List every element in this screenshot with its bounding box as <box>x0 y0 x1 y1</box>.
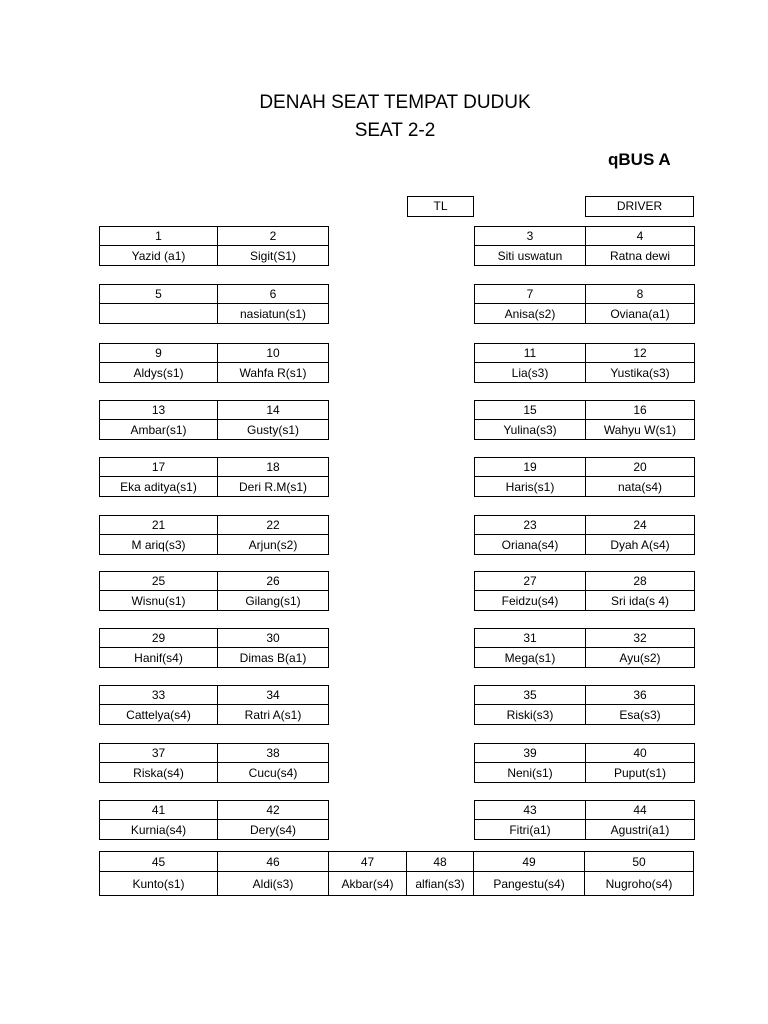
seat-name-row <box>100 477 329 497</box>
passenger-name: Ratna dewi <box>586 246 695 266</box>
passenger-name: Hanif(s4) <box>100 648 218 668</box>
passenger-name: Nugroho(s4) <box>585 872 694 896</box>
seat-pair-left <box>99 800 329 840</box>
passenger-name: Sigit(S1) <box>218 246 329 266</box>
passenger-name: Gusty(s1) <box>218 420 329 440</box>
seat-pair-right <box>474 343 695 383</box>
passenger-name: Fitri(a1) <box>475 820 586 840</box>
passenger-name: Deri R.M(s1) <box>218 477 329 497</box>
passenger-name: Neni(s1) <box>475 763 586 783</box>
seat-number: 33 <box>100 686 218 705</box>
passenger-name: Cucu(s4) <box>218 763 329 783</box>
seat-number: 15 <box>475 401 586 420</box>
seat-number-row <box>475 458 695 477</box>
seat-pair-left <box>99 743 329 783</box>
seat-name-row <box>100 763 329 783</box>
seat-number: 4 <box>586 227 695 246</box>
passenger-name: Haris(s1) <box>475 477 586 497</box>
seat-number: 40 <box>586 744 695 763</box>
seat-name-row <box>475 820 695 840</box>
seat-number-row <box>100 801 329 820</box>
seat-number: 29 <box>100 629 218 648</box>
passenger-name: Riski(s3) <box>475 705 586 725</box>
seat-name-row <box>475 705 695 725</box>
seat-number: 20 <box>586 458 695 477</box>
seat-pair-left <box>99 628 329 668</box>
seat-number-row <box>475 801 695 820</box>
seat-name-row <box>100 535 329 555</box>
seat-number-row <box>475 227 695 246</box>
passenger-name: nasiatun(s1) <box>218 304 329 324</box>
passenger-name: Dery(s4) <box>218 820 329 840</box>
seat-number-row <box>100 516 329 535</box>
seat-number: 9 <box>100 344 218 363</box>
passenger-name: Wahfa R(s1) <box>218 363 329 383</box>
back-row-numbers <box>100 852 694 872</box>
seat-number: 10 <box>218 344 329 363</box>
seat-number-row <box>100 629 329 648</box>
passenger-name: Eka aditya(s1) <box>100 477 218 497</box>
seat-number: 27 <box>475 572 586 591</box>
passenger-name: Arjun(s2) <box>218 535 329 555</box>
seat-name-row <box>475 304 695 324</box>
tl-seat-box: TL <box>407 196 474 217</box>
seat-number: 49 <box>474 852 585 872</box>
seat-number: 35 <box>475 686 586 705</box>
passenger-name: Yazid (a1) <box>100 246 218 266</box>
passenger-name: Feidzu(s4) <box>475 591 586 611</box>
seat-pair-right <box>474 400 695 440</box>
seat-number: 25 <box>100 572 218 591</box>
seat-number-row <box>100 401 329 420</box>
seat-number: 28 <box>586 572 695 591</box>
seat-name-row <box>100 705 329 725</box>
seat-number-row <box>100 344 329 363</box>
passenger-name: Oviana(a1) <box>586 304 695 324</box>
seat-pair-right <box>474 457 695 497</box>
seat-number: 39 <box>475 744 586 763</box>
seat-name-row <box>100 648 329 668</box>
seat-pair-right <box>474 571 695 611</box>
passenger-name: Yustika(s3) <box>586 363 695 383</box>
passenger-name: Agustri(a1) <box>586 820 695 840</box>
seat-number: 44 <box>586 801 695 820</box>
passenger-name: Riska(s4) <box>100 763 218 783</box>
seat-number: 8 <box>586 285 695 304</box>
seat-name-row <box>475 477 695 497</box>
seat-number: 30 <box>218 629 329 648</box>
seat-number: 48 <box>407 852 474 872</box>
seat-number: 24 <box>586 516 695 535</box>
seat-pair-left <box>99 400 329 440</box>
passenger-name: Wahyu W(s1) <box>586 420 695 440</box>
bus-label: qBUS A <box>608 150 671 169</box>
seat-number: 45 <box>100 852 218 872</box>
seat-number: 47 <box>329 852 407 872</box>
seat-number-row <box>100 458 329 477</box>
seat-number: 38 <box>218 744 329 763</box>
seat-name-row <box>100 304 329 324</box>
passenger-name: alfian(s3) <box>407 872 474 896</box>
seat-number: 50 <box>585 852 694 872</box>
passenger-name: Siti uswatun <box>475 246 586 266</box>
seat-number-row <box>475 401 695 420</box>
seat-number-row <box>475 629 695 648</box>
seat-number-row <box>475 744 695 763</box>
seat-number-row <box>100 227 329 246</box>
seat-name-row <box>100 591 329 611</box>
seat-pair-right <box>474 226 695 266</box>
seat-pair-left <box>99 515 329 555</box>
driver-seat-box: DRIVER <box>585 196 694 217</box>
passenger-name: Aldys(s1) <box>100 363 218 383</box>
seat-number: 31 <box>475 629 586 648</box>
passenger-name: Cattelya(s4) <box>100 705 218 725</box>
back-row-names <box>100 872 694 896</box>
seat-number: 42 <box>218 801 329 820</box>
seat-number: 32 <box>586 629 695 648</box>
seat-number: 19 <box>475 458 586 477</box>
seat-name-row <box>475 363 695 383</box>
seat-number: 14 <box>218 401 329 420</box>
seat-number: 5 <box>100 285 218 304</box>
seat-number: 22 <box>218 516 329 535</box>
passenger-name: Sri ida(s 4) <box>586 591 695 611</box>
passenger-name: Ratri A(s1) <box>218 705 329 725</box>
seat-name-row <box>475 591 695 611</box>
seat-number: 43 <box>475 801 586 820</box>
page-subtitle: SEAT 2-2 <box>354 120 436 141</box>
seat-number-row <box>475 572 695 591</box>
seat-number: 1 <box>100 227 218 246</box>
seat-number: 46 <box>218 852 329 872</box>
passenger-name: Dyah A(s4) <box>586 535 695 555</box>
passenger-name: Ayu(s2) <box>586 648 695 668</box>
passenger-name: Yulina(s3) <box>475 420 586 440</box>
passenger-name: Anisa(s2) <box>475 304 586 324</box>
passenger-name: Lia(s3) <box>475 363 586 383</box>
seat-pair-left <box>99 571 329 611</box>
seat-pair-right <box>474 284 695 324</box>
seat-pair-right <box>474 743 695 783</box>
seat-pair-right <box>474 685 695 725</box>
seat-number-row <box>100 686 329 705</box>
seat-name-row <box>475 246 695 266</box>
seat-name-row <box>475 648 695 668</box>
seat-number: 36 <box>586 686 695 705</box>
seat-number-row <box>475 344 695 363</box>
seat-pair-left <box>99 685 329 725</box>
back-row-table <box>99 851 694 896</box>
seat-number-row <box>475 285 695 304</box>
seat-number: 37 <box>100 744 218 763</box>
seat-number: 41 <box>100 801 218 820</box>
seat-number: 11 <box>475 344 586 363</box>
seat-pair-right <box>474 515 695 555</box>
seat-number: 26 <box>218 572 329 591</box>
passenger-name: Dimas B(a1) <box>218 648 329 668</box>
seat-number: 16 <box>586 401 695 420</box>
passenger-name: Ambar(s1) <box>100 420 218 440</box>
passenger-name: Gilang(s1) <box>218 591 329 611</box>
passenger-name: Akbar(s4) <box>329 872 407 896</box>
seat-number: 18 <box>218 458 329 477</box>
seat-number: 23 <box>475 516 586 535</box>
page-title: DENAH SEAT TEMPAT DUDUK <box>259 92 531 113</box>
passenger-name: Oriana(s4) <box>475 535 586 555</box>
passenger-name: Wisnu(s1) <box>100 591 218 611</box>
seat-number: 12 <box>586 344 695 363</box>
seat-name-row <box>475 420 695 440</box>
passenger-name: Mega(s1) <box>475 648 586 668</box>
seat-number: 6 <box>218 285 329 304</box>
seat-number: 3 <box>475 227 586 246</box>
passenger-name <box>100 304 218 324</box>
seat-pair-left <box>99 457 329 497</box>
passenger-name: Pangestu(s4) <box>474 872 585 896</box>
seat-pair-right <box>474 800 695 840</box>
seat-pair-left <box>99 343 329 383</box>
passenger-name: M ariq(s3) <box>100 535 218 555</box>
seat-number: 13 <box>100 401 218 420</box>
seat-name-row <box>100 246 329 266</box>
seat-number: 7 <box>475 285 586 304</box>
seat-name-row <box>100 420 329 440</box>
passenger-name: Aldi(s3) <box>218 872 329 896</box>
passenger-name: Esa(s3) <box>586 705 695 725</box>
seat-number: 34 <box>218 686 329 705</box>
seat-number: 21 <box>100 516 218 535</box>
seat-name-row <box>100 820 329 840</box>
seat-number-row <box>100 285 329 304</box>
seat-number-row <box>100 744 329 763</box>
seat-number-row <box>475 516 695 535</box>
seat-name-row <box>475 535 695 555</box>
seat-name-row <box>100 363 329 383</box>
seat-pair-right <box>474 628 695 668</box>
seat-number-row <box>100 572 329 591</box>
seat-number: 2 <box>218 227 329 246</box>
passenger-name: nata(s4) <box>586 477 695 497</box>
seat-pair-left <box>99 284 329 324</box>
seat-number: 17 <box>100 458 218 477</box>
seat-number-row <box>475 686 695 705</box>
seat-name-row <box>475 763 695 783</box>
passenger-name: Kurnia(s4) <box>100 820 218 840</box>
passenger-name: Kunto(s1) <box>100 872 218 896</box>
seat-pair-left <box>99 226 329 266</box>
passenger-name: Puput(s1) <box>586 763 695 783</box>
